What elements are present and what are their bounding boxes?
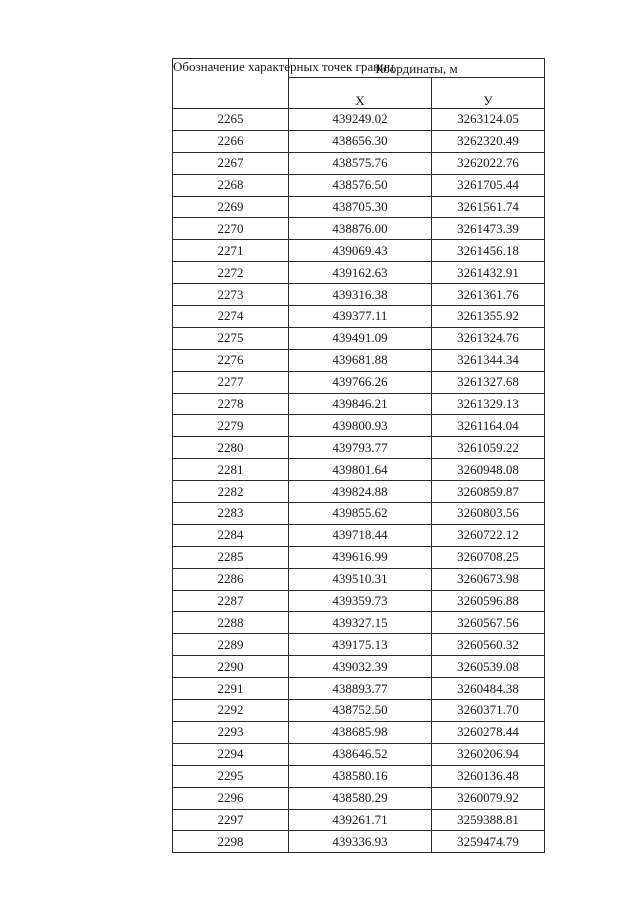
table-row <box>173 327 545 349</box>
cell-point: 2277 <box>173 371 289 393</box>
cell-point: 2280 <box>173 437 289 459</box>
cell-x: 439510.31 <box>289 568 432 590</box>
cell-point: 2285 <box>173 546 289 568</box>
cell-y: 3260859.87 <box>432 481 545 503</box>
cell-y: 3261164.04 <box>432 415 545 437</box>
cell-x: 438580.29 <box>289 787 432 809</box>
cell-y: 3261456.18 <box>432 240 545 262</box>
cell-point: 2271 <box>173 240 289 262</box>
header-designation: Обозначение характерных точек границ <box>173 59 289 109</box>
cell-x: 439846.21 <box>289 393 432 415</box>
cell-point: 2296 <box>173 787 289 809</box>
table-row <box>173 349 545 371</box>
cell-point: 2298 <box>173 831 289 853</box>
table-row <box>173 415 545 437</box>
table-row <box>173 721 545 743</box>
cell-x: 439824.88 <box>289 481 432 503</box>
table-row <box>173 612 545 634</box>
header-y: У <box>432 78 545 109</box>
table-row <box>173 656 545 678</box>
cell-point: 2283 <box>173 503 289 525</box>
cell-y: 3260803.56 <box>432 503 545 525</box>
cell-point: 2267 <box>173 152 289 174</box>
cell-point: 2287 <box>173 590 289 612</box>
cell-x: 439681.88 <box>289 349 432 371</box>
cell-x: 439793.77 <box>289 437 432 459</box>
cell-point: 2265 <box>173 109 289 131</box>
cell-x: 438646.52 <box>289 743 432 765</box>
table-row <box>173 524 545 546</box>
cell-point: 2281 <box>173 459 289 481</box>
cell-y: 3260596.88 <box>432 590 545 612</box>
cell-x: 439359.73 <box>289 590 432 612</box>
table-row <box>173 700 545 722</box>
cell-y: 3261327.68 <box>432 371 545 393</box>
table-row <box>173 634 545 656</box>
cell-x: 439162.63 <box>289 262 432 284</box>
cell-y: 3261705.44 <box>432 174 545 196</box>
cell-y: 3262320.49 <box>432 130 545 152</box>
cell-point: 2266 <box>173 130 289 152</box>
cell-y: 3260560.32 <box>432 634 545 656</box>
cell-y: 3261329.13 <box>432 393 545 415</box>
table-row <box>173 590 545 612</box>
cell-y: 3261473.39 <box>432 218 545 240</box>
table-row <box>173 678 545 700</box>
cell-y: 3263124.05 <box>432 109 545 131</box>
cell-point: 2284 <box>173 524 289 546</box>
table-row <box>173 765 545 787</box>
cell-x: 439855.62 <box>289 503 432 525</box>
table-row <box>173 503 545 525</box>
cell-y: 3261561.74 <box>432 196 545 218</box>
cell-x: 439175.13 <box>289 634 432 656</box>
cell-x: 439766.26 <box>289 371 432 393</box>
cell-point: 2297 <box>173 809 289 831</box>
cell-y: 3260539.08 <box>432 656 545 678</box>
document-page <box>172 58 544 853</box>
header-x: X <box>289 78 432 109</box>
cell-y: 3261324.76 <box>432 327 545 349</box>
table-body <box>173 109 545 853</box>
cell-y: 3260708.25 <box>432 546 545 568</box>
cell-x: 439491.09 <box>289 327 432 349</box>
cell-y: 3261355.92 <box>432 306 545 328</box>
cell-point: 2293 <box>173 721 289 743</box>
cell-x: 438580.16 <box>289 765 432 787</box>
cell-x: 439316.38 <box>289 284 432 306</box>
cell-y: 3260079.92 <box>432 787 545 809</box>
cell-point: 2274 <box>173 306 289 328</box>
cell-y: 3260673.98 <box>432 568 545 590</box>
cell-x: 439800.93 <box>289 415 432 437</box>
cell-point: 2294 <box>173 743 289 765</box>
cell-x: 439261.71 <box>289 809 432 831</box>
table-row <box>173 743 545 765</box>
table-row <box>173 130 545 152</box>
cell-y: 3260948.08 <box>432 459 545 481</box>
cell-x: 439327.15 <box>289 612 432 634</box>
cell-x: 438752.50 <box>289 700 432 722</box>
cell-x: 438893.77 <box>289 678 432 700</box>
cell-x: 439718.44 <box>289 524 432 546</box>
cell-y: 3261361.76 <box>432 284 545 306</box>
cell-y: 3261344.34 <box>432 349 545 371</box>
cell-point: 2270 <box>173 218 289 240</box>
cell-x: 438656.30 <box>289 130 432 152</box>
cell-y: 3260278.44 <box>432 721 545 743</box>
header-row-top <box>173 59 545 78</box>
cell-y: 3260722.12 <box>432 524 545 546</box>
cell-point: 2286 <box>173 568 289 590</box>
cell-point: 2268 <box>173 174 289 196</box>
cell-x: 438576.50 <box>289 174 432 196</box>
cell-point: 2275 <box>173 327 289 349</box>
table-row <box>173 481 545 503</box>
cell-x: 438705.30 <box>289 196 432 218</box>
cell-point: 2282 <box>173 481 289 503</box>
cell-y: 3259388.81 <box>432 809 545 831</box>
cell-y: 3260371.70 <box>432 700 545 722</box>
table-row <box>173 109 545 131</box>
cell-y: 3261059.22 <box>432 437 545 459</box>
cell-point: 2290 <box>173 656 289 678</box>
cell-y: 3259474.79 <box>432 831 545 853</box>
cell-x: 438876.00 <box>289 218 432 240</box>
cell-point: 2289 <box>173 634 289 656</box>
cell-point: 2276 <box>173 349 289 371</box>
cell-y: 3260206.94 <box>432 743 545 765</box>
cell-x: 439069.43 <box>289 240 432 262</box>
cell-point: 2292 <box>173 700 289 722</box>
table-row <box>173 240 545 262</box>
table-row <box>173 196 545 218</box>
cell-point: 2273 <box>173 284 289 306</box>
cell-point: 2291 <box>173 678 289 700</box>
cell-x: 438575.76 <box>289 152 432 174</box>
cell-y: 3260136.48 <box>432 765 545 787</box>
table-row <box>173 152 545 174</box>
table-row <box>173 459 545 481</box>
table-row <box>173 809 545 831</box>
table-row <box>173 831 545 853</box>
cell-x: 439801.64 <box>289 459 432 481</box>
table-row <box>173 284 545 306</box>
table-row <box>173 393 545 415</box>
table-row <box>173 218 545 240</box>
table-row <box>173 174 545 196</box>
cell-y: 3261432.91 <box>432 262 545 284</box>
table-row <box>173 787 545 809</box>
cell-y: 3260484.38 <box>432 678 545 700</box>
cell-y: 3262022.76 <box>432 152 545 174</box>
header-coordinates: Координаты, м <box>289 59 545 78</box>
table-row <box>173 437 545 459</box>
cell-x: 439616.99 <box>289 546 432 568</box>
coordinates-table <box>172 58 545 853</box>
cell-x: 438685.98 <box>289 721 432 743</box>
table-row <box>173 568 545 590</box>
table-row <box>173 371 545 393</box>
table-row <box>173 306 545 328</box>
cell-y: 3260567.56 <box>432 612 545 634</box>
table-row <box>173 546 545 568</box>
cell-point: 2278 <box>173 393 289 415</box>
cell-point: 2279 <box>173 415 289 437</box>
cell-point: 2295 <box>173 765 289 787</box>
cell-x: 439032.39 <box>289 656 432 678</box>
cell-point: 2269 <box>173 196 289 218</box>
cell-point: 2272 <box>173 262 289 284</box>
table-row <box>173 262 545 284</box>
cell-x: 439249.02 <box>289 109 432 131</box>
cell-x: 439336.93 <box>289 831 432 853</box>
cell-point: 2288 <box>173 612 289 634</box>
cell-x: 439377.11 <box>289 306 432 328</box>
